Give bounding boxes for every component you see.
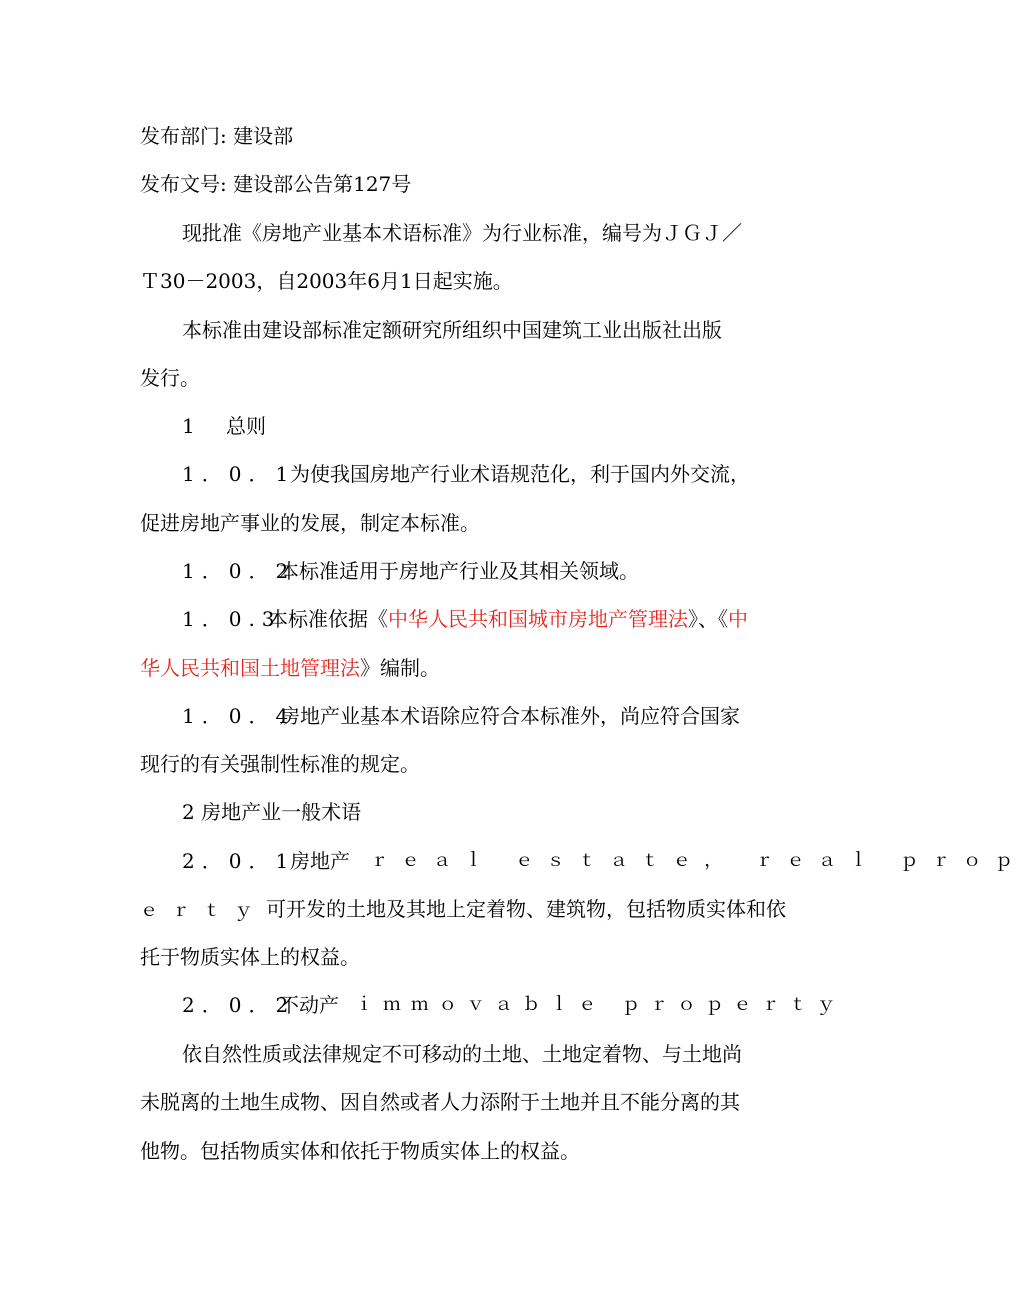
clause-2-0-2-term: 不动产	[279, 993, 339, 1017]
clause-1-0-2-text: 本标准适用于房地产行业及其相关领域。	[279, 559, 639, 583]
clause-1-0-3-separator: 》、《	[688, 607, 728, 631]
clause-1-0-1-number: 1．0．1	[182, 462, 296, 486]
clause-1-0-4-line-2: 现行的有关强制性标准的规定。	[140, 752, 420, 776]
clause-2-0-2-line-2: 未脱离的土地生成物、因自然或者人力添附于土地并且不能分离的其	[140, 1090, 740, 1114]
clause-2-0-2-number: 2．0．2	[182, 993, 296, 1017]
section-1-heading-number: 1	[182, 414, 195, 438]
law-link-urban-real-estate[interactable]: 中华人民共和国城市房地产管理法	[388, 607, 688, 631]
clause-1-0-1-line-2: 促进房地产事业的发展，制定本标准。	[140, 511, 480, 535]
clause-2-0-2-line-3: 他物。包括物质实体和依托于物质实体上的权益。	[140, 1139, 580, 1163]
clause-2-0-2-english: ｉｍｍｏｖａｂｌｅ ｐｒｏｐｅｒｔｙ	[355, 994, 845, 1015]
clause-1-0-4-line-1: 房地产业基本术语除应符合本标准外，尚应符合国家	[280, 704, 740, 728]
clause-1-0-4-number: 1．0．4	[182, 704, 296, 728]
intro-paragraph-2-line-1: 本标准由建设部标准定额研究所组织中国建筑工业出版社出版	[182, 318, 722, 342]
clause-1-0-2-number: 1．0．2	[182, 559, 296, 583]
clause-2-0-1-line-2	[140, 897, 786, 921]
law-link-land-admin-start[interactable]: 中	[728, 607, 748, 631]
clause-1-0-3-number: 1．0.3	[182, 607, 282, 631]
clause-2-0-1-english-line-1: ｒｅａｌ ｅｓｔａｔｅ， ｒｅａｌ ｐｒｏｐ	[370, 850, 1026, 871]
clause-2-0-2-line-1: 依自然性质或法律规定不可移动的土地、土地定着物、与土地尚	[182, 1042, 742, 1066]
clause-1-0-3-line-2	[140, 656, 440, 680]
clause-2-0-1-line-3: 托于物质实体上的权益。	[140, 945, 360, 969]
clause-1-0-1-line-1: 为使我国房地产行业术语规范化，利于国内外交流，	[290, 462, 750, 486]
section-2-heading: 2 房地产业一般术语	[182, 800, 362, 824]
clause-1-0-3-prefix: 本标准依据《	[268, 607, 388, 631]
law-link-land-admin[interactable]: 华人民共和国土地管理法	[140, 656, 360, 680]
clause-2-0-1-term: 房地产	[290, 849, 350, 873]
document-number: 发布文号: 建设部公告第127号	[140, 172, 412, 196]
intro-paragraph-1-line-2: Ｔ30－2003，自2003年6月1日起实施。	[140, 269, 513, 293]
clause-2-0-1-english-line-2: ｅｒｔｙ	[140, 900, 266, 921]
clause-1-0-3-suffix: 》编制。	[360, 656, 440, 680]
section-1-heading-title: 总则	[226, 414, 266, 438]
clause-2-0-1-number: 2．0．1	[182, 849, 296, 873]
clause-2-0-1-definition: 可开发的土地及其地上定着物、建筑物，包括物质实体和依	[266, 897, 786, 921]
clause-1-0-3-line-1	[268, 607, 748, 631]
intro-paragraph-2-line-2: 发行。	[140, 366, 200, 390]
publishing-department: 发布部门: 建设部	[140, 124, 294, 148]
intro-paragraph-1-line-1: 现批准《房地产业基本术语标准》为行业标准，编号为ＪＧＪ／	[182, 221, 742, 245]
